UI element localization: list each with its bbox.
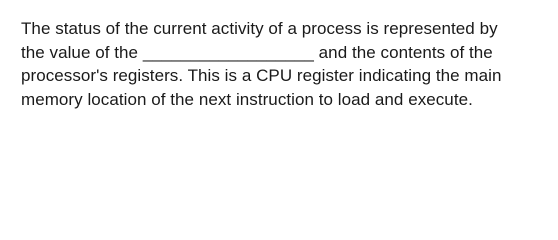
question-line-4: memory location of the next instruction to load and execute.	[21, 89, 473, 109]
question-line-2: the value of the __________________ and the contents of the	[21, 42, 493, 62]
question-line-1: The status of the current activity of a process is represented by	[21, 19, 498, 38]
question-text	[21, 17, 541, 111]
question-line-3: processor's registers. This is a CPU register indicating the main	[21, 66, 502, 85]
